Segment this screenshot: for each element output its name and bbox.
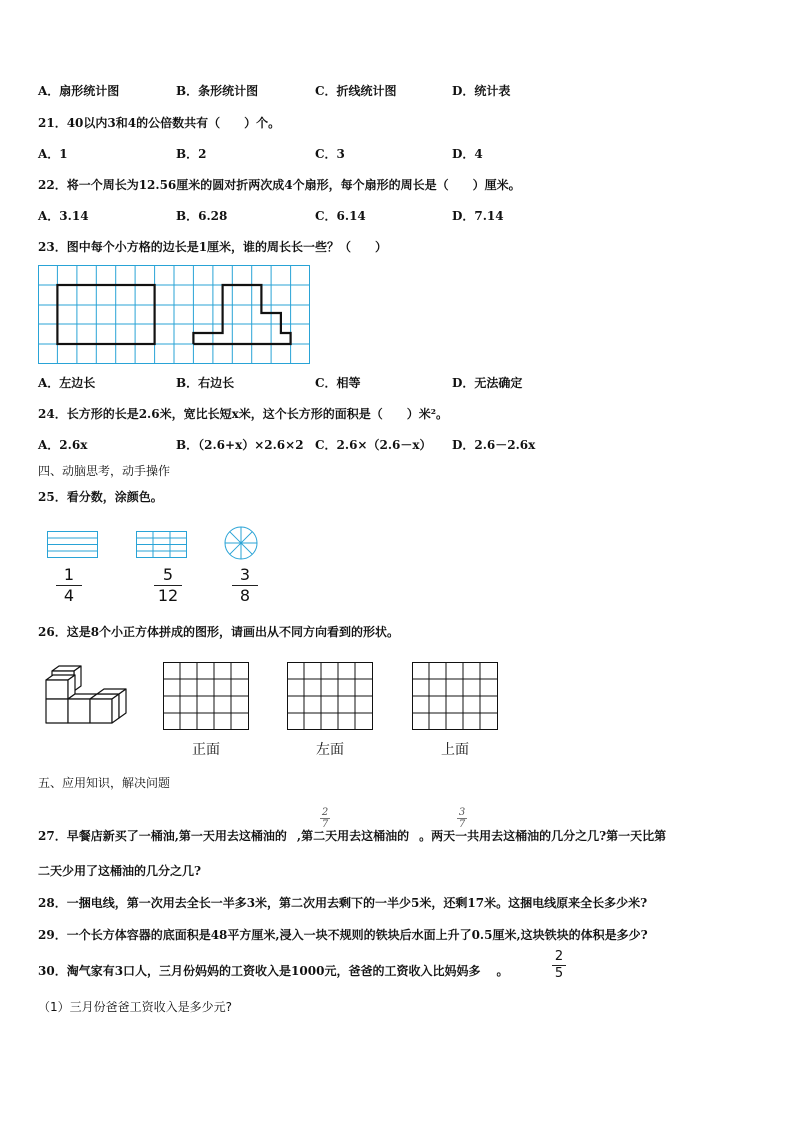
right-staircase-shape: [193, 285, 290, 344]
q20-option-b[interactable]: B．条形统计图: [176, 84, 259, 98]
q30-text: 30．淘气家有3口人，三月份妈妈的工资收入是1000元，爸爸的工资收入比妈妈多: [38, 964, 481, 978]
q26-grid-left[interactable]: [287, 662, 373, 730]
q21-option-d[interactable]: D．4: [452, 147, 483, 161]
grid-lines: [38, 265, 310, 364]
fraction-numerator: 2: [321, 807, 329, 818]
fraction-numerator: 5: [162, 565, 174, 584]
q27-stem: [38, 829, 666, 843]
q24-option-a[interactable]: A．2.6x: [38, 438, 88, 452]
fraction-denominator: 8: [239, 586, 251, 605]
q26-grid-top[interactable]: [412, 662, 498, 730]
q30-stem: [38, 964, 508, 978]
q26-label-front: 正面: [192, 742, 220, 758]
section5-title: 五、应用知识，解决问题: [38, 776, 171, 790]
q25-grid-twelfths: [136, 531, 187, 558]
section4-title: 四、动脑思考，动手操作: [38, 464, 171, 478]
q26-stem: 26．这是8个小正方体拼成的图形，请画出从不同方向看到的形状。: [38, 625, 400, 639]
q25-bar-quarters: [47, 531, 98, 558]
q27-text-part2: ,第二天用去这桶油的: [296, 829, 410, 843]
q30-fraction: [552, 950, 566, 981]
q25-fraction-3: [232, 566, 258, 605]
q27-fraction-1: [320, 807, 330, 830]
q27-line2: 二天少用了这桶油的几分之几?: [38, 864, 202, 878]
q22-stem: 22．将一个周长为12.56厘米的圆对折两次成4个扇形，每个扇形的周长是（ ）厘米。: [38, 178, 521, 192]
q26-label-top: 上面: [441, 742, 469, 758]
q25-fraction-1: [56, 566, 82, 605]
q23-grid-figure: [38, 265, 310, 365]
fraction-denominator: 12: [157, 586, 179, 605]
fraction-denominator: 7: [321, 819, 329, 830]
q26-cube-figure: [44, 666, 126, 726]
q26-label-left: 左面: [316, 742, 344, 758]
q27-text-part3: 。两天一共用去这桶油的几分之几?第一天比第: [419, 829, 667, 843]
q23-option-a[interactable]: A．左边长: [38, 376, 96, 390]
fraction-denominator: 5: [554, 966, 564, 981]
q20-option-c[interactable]: C．折线统计图: [315, 84, 397, 98]
q24-option-b[interactable]: B．（2.6+x）×2.6×2: [176, 438, 304, 452]
fraction-denominator: 4: [63, 586, 75, 605]
q27-fraction-2: [457, 807, 467, 830]
fraction-numerator: 2: [554, 949, 564, 964]
q22-option-c[interactable]: C．6.14: [315, 209, 366, 223]
q23-option-d[interactable]: D．无法确定: [452, 376, 523, 390]
q22-option-d[interactable]: D．7.14: [452, 209, 504, 223]
q24-option-d[interactable]: D．2.6－2.6x: [452, 438, 536, 452]
q21-option-a[interactable]: A．1: [38, 147, 68, 161]
q20-option-d[interactable]: D．统计表: [452, 84, 511, 98]
q23-option-b[interactable]: B．右边长: [176, 376, 235, 390]
q25-fraction-2: [154, 566, 182, 605]
q20-option-a[interactable]: A．扇形统计图: [38, 84, 120, 98]
fraction-denominator: 7: [458, 819, 466, 830]
q24-stem: 24．长方形的长是2.6米，宽比长短x米，这个长方形的面积是（ ）米²。: [38, 407, 448, 421]
fraction-numerator: 1: [63, 565, 75, 584]
q21-stem: 21．40以内3和4的公倍数共有（ ）个。: [38, 116, 281, 130]
q21-option-c[interactable]: C．3: [315, 147, 345, 161]
q23-option-c[interactable]: C．相等: [315, 376, 361, 390]
q27-text-part1: 27．早餐店新买了一桶油,第一天用去这桶油的: [38, 829, 287, 843]
q23-stem: 23．图中每个小方格的边长是1厘米，谁的周长长一些？（ ）: [38, 240, 388, 254]
q30-sub1: （1）三月份爸爸工资收入是多少元?: [38, 1000, 233, 1014]
q30-text-end: 。: [496, 964, 509, 978]
q25-circle-eighths: [224, 526, 258, 560]
q29-stem: 29．一个长方体容器的底面积是48平方厘米,浸入一块不规则的铁块后水面上升了0.5厘米,这块铁块的体积是多少?: [38, 928, 648, 942]
fraction-numerator: 3: [239, 565, 251, 584]
left-rectangle: [57, 285, 154, 344]
fraction-numerator: 3: [458, 807, 466, 818]
q22-option-b[interactable]: B．6.28: [176, 209, 228, 223]
q28-stem: 28．一捆电线，第一次用去全长一半多3米，第二次用去剩下的一半少5米，还剩17米。这捆电线原来全长多少米?: [38, 896, 648, 910]
q25-stem: 25．看分数，涂颜色。: [38, 490, 163, 504]
q26-grid-front[interactable]: [163, 662, 249, 730]
q21-option-b[interactable]: B．2: [176, 147, 207, 161]
q24-option-c[interactable]: C．2.6×（2.6－x）: [315, 438, 432, 452]
q22-option-a[interactable]: A．3.14: [38, 209, 89, 223]
